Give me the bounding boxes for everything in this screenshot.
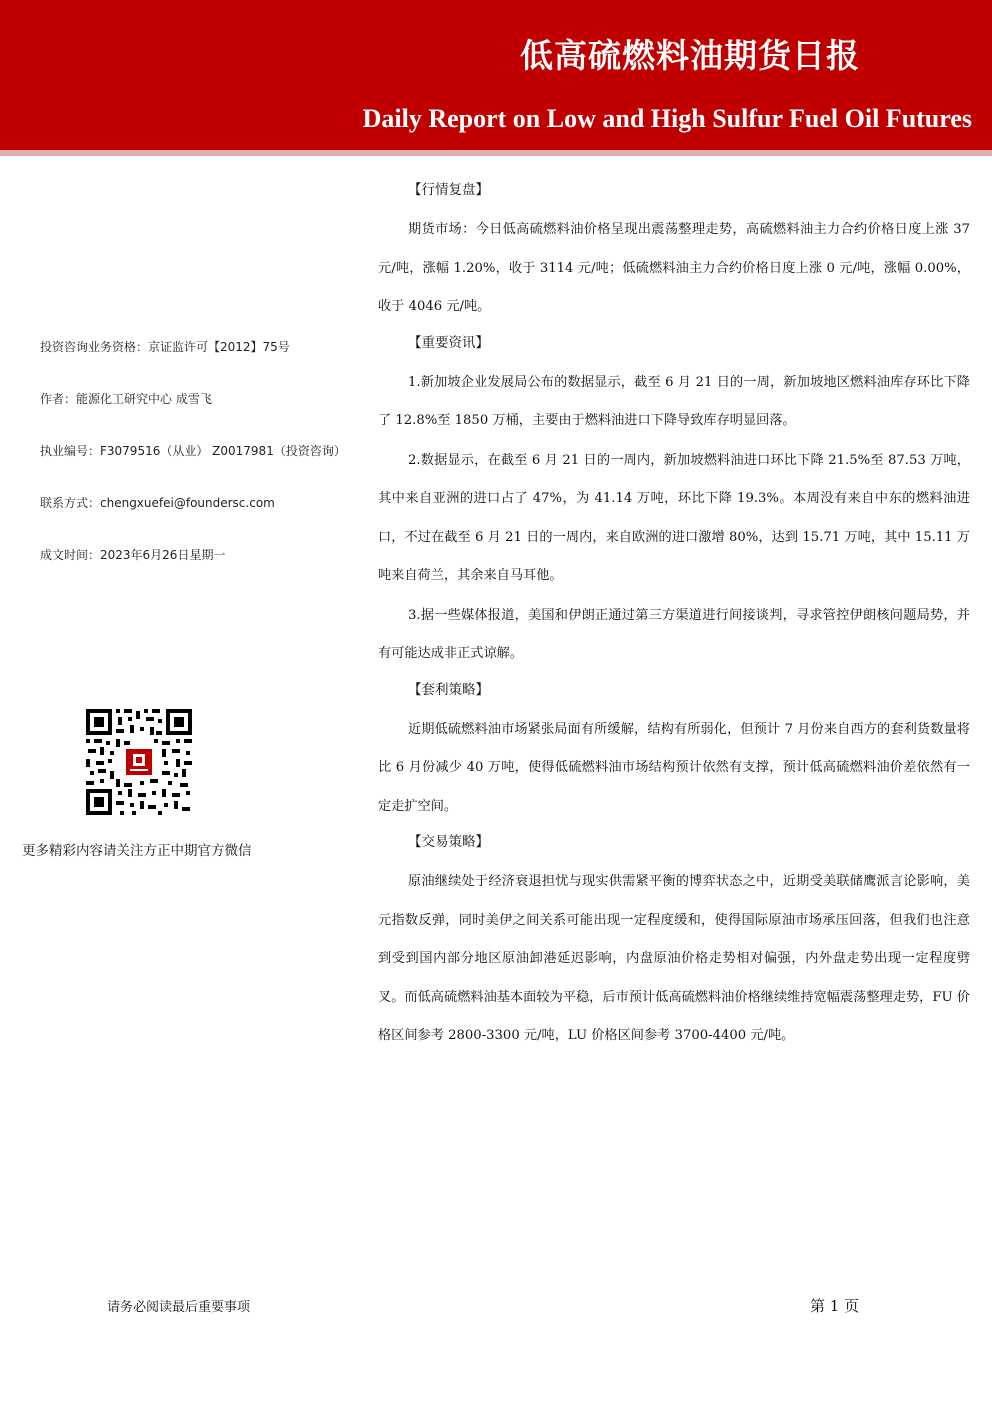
section-heading: 【交易策略】 xyxy=(408,834,489,850)
section-trading-strategy xyxy=(378,827,970,1056)
paragraph: 3.据一些媒体报道，美国和伊朗正通过第三方渠道进行间接谈判，寻求管控伊朗核问题局势，并有可能达成非正式谅解。 xyxy=(378,607,970,661)
report-header xyxy=(0,0,992,150)
license-line: 执业编号：F3079516（从业） Z0017981（投资咨询） xyxy=(40,444,346,458)
report-body xyxy=(378,175,970,1057)
paragraph: 2.数据显示，在截至 6 月 21 日的一周内，新加坡燃料油进口环比下降 21.5%至 87.53 万吨，其中来自亚洲的进口占了 47%，为 41.14 万吨，环比下降 19.3%。本周没有来自中东的燃料油进口，不过在截至 6 月 21 日的一周内，来自欧洲的进口激增 80%，达到 15.71 万吨，其中 15.11 万吨来自荷兰，其余来自马耳他。 xyxy=(378,452,970,583)
page-number: 第 1 页 xyxy=(810,1297,860,1315)
section-arbitrage-strategy xyxy=(378,675,970,827)
report-title-en: Daily Report on Low and High Sulfur Fuel Oil Futures xyxy=(362,104,972,133)
section-key-news xyxy=(378,328,970,674)
report-title-cn: 低高硫燃料油期货日报 xyxy=(520,36,860,75)
paragraph: 近期低硫燃料油市场紧张局面有所缓解，结构有所弱化，但预计 7 月份来自西方的套利货数量将比 6 月份减少 40 万吨，使得低硫燃料油市场结构预计依然有支撑，预计低高硫燃料油价差依然有一定走扩空间。 xyxy=(378,721,970,814)
section-market-review xyxy=(378,175,970,327)
section-heading: 【重要资讯】 xyxy=(408,334,489,351)
qualification-line: 投资咨询业务资格：京证监许可【2012】75号 xyxy=(40,340,290,354)
section-heading: 【行情复盘】 xyxy=(408,182,489,198)
paragraph: 1.新加坡企业发展局公布的数据显示，截至 6 月 21 日的一周，新加坡地区燃料油库存环比下降了 12.8%至 1850 万桶，主要由于燃料油进口下降导致库存明显回落。 xyxy=(378,374,970,428)
wechat-qr-code[interactable] xyxy=(84,707,194,817)
footer-notice: 请务必阅读最后重要事项 xyxy=(107,1300,251,1315)
header-divider xyxy=(0,150,992,156)
section-heading: 【套利策略】 xyxy=(408,681,489,698)
qr-code-icon xyxy=(84,707,194,817)
paragraph: 期货市场：今日低高硫燃料油价格呈现出震荡整理走势，高硫燃料油主力合约价格日度上涨 37 元/吨，涨幅 1.20%，收于 3114 元/吨；低硫燃料油主力合约价格日度上涨 0 元/吨，涨幅 0.00%，收于 4046 元/吨。 xyxy=(378,222,970,314)
paragraph: 原油继续处于经济衰退担忧与现实供需紧平衡的博弈状态之中，近期受美联储鹰派言论影响，美元指数反弹，同时美伊之间关系可能出现一定程度缓和，使得国际原油市场承压回落，但我们也注意到受到国内部分地区原油卸港延迟影响，内盘原油价格走势相对偏强，内外盘走势出现一定程度劈叉。而低高硫燃料油基本面较为平稳，后市预计低高硫燃料油价格继续维持宽幅震荡整理走势，FU 价格区间参考 2800-3300 元/吨，LU 价格区间参考 3700-4400 元/吨。 xyxy=(378,874,970,1043)
author-line: 作者：能源化工研究中心 成雪飞 xyxy=(40,392,212,406)
contact-line: 联系方式：chengxuefei@foundersc.com xyxy=(40,496,275,510)
date-line: 成文时间：2023年6月26日星期一 xyxy=(40,548,226,562)
qr-caption: 更多精彩内容请关注方正中期官方微信 xyxy=(22,843,252,859)
